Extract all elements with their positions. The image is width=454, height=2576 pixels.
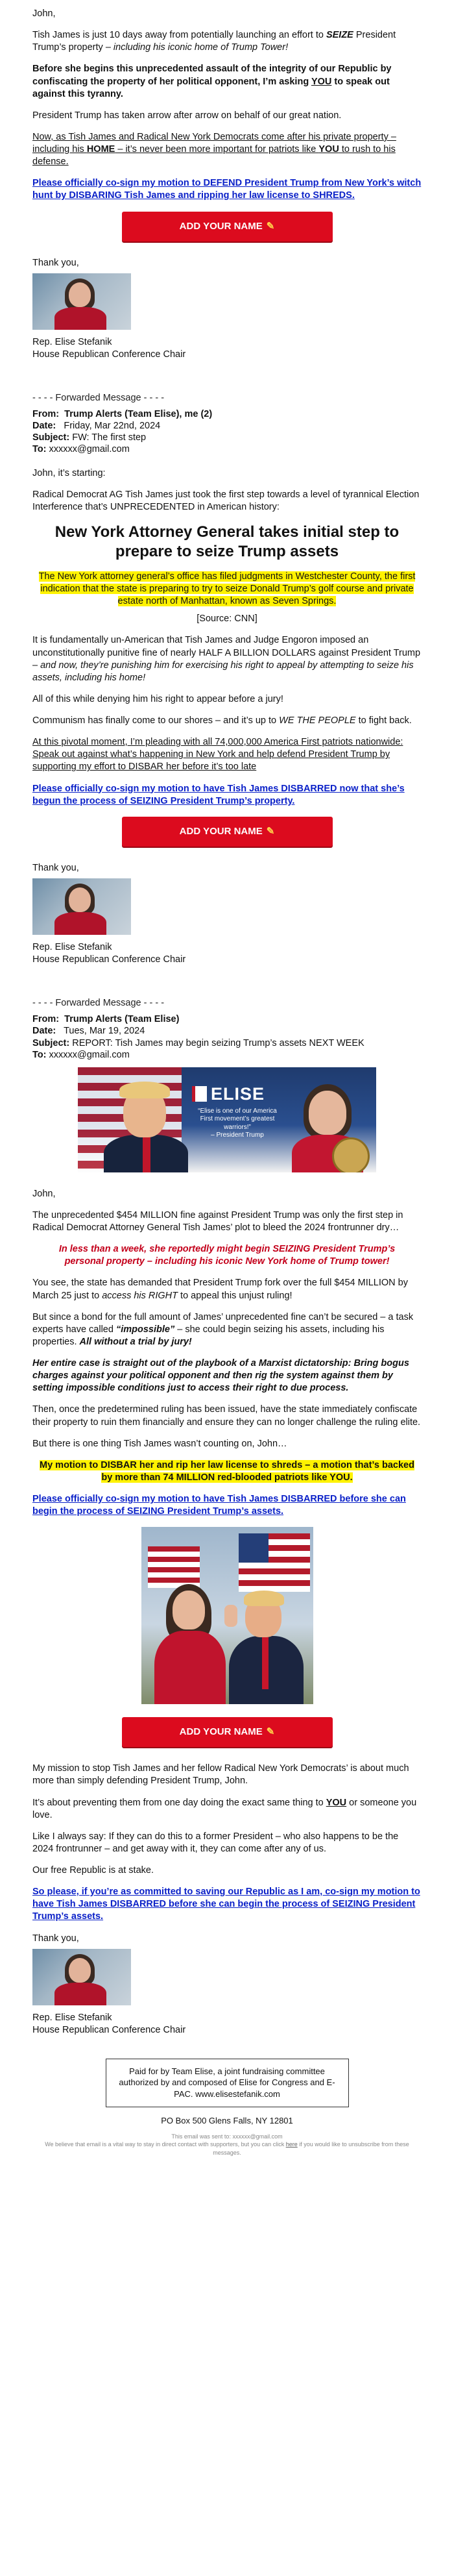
cosign-link-disbar-1[interactable]: Please officially co-sign my motion to have Tish James DISBARRED now that she’s begun the process of SEIZING President Trump’s property. (32, 783, 405, 806)
fw2-greeting: John, (32, 1188, 56, 1199)
fw2-paragraph-8: It’s about preventing them from one day doing the exact same thing to YOU or someone you love. (32, 1797, 417, 1820)
add-your-name-button[interactable]: ADD YOUR NAME ✎ (122, 212, 333, 242)
banner-quote: “Elise is one of our America First movement’s greatest warriors!” – President Trump (198, 1107, 277, 1139)
signature-name: Rep. Elise Stefanik (32, 2012, 112, 2023)
to-value: xxxxxx@gmail.com (49, 1049, 130, 1060)
signature-title: House Republican Conference Chair (32, 349, 186, 360)
signature-photo (32, 878, 131, 935)
forwarded-header: From: Trump Alerts (Team Elise), me (2) Date: Friday, Mar 22nd, 2024 Subject: FW: The first step To: xxxxxx@gmail.com (32, 409, 213, 455)
intro-paragraph-2: Before she begins this unprecedented assault of the integrity of our Republic by confiscating the property of her political opponent, I’m asking YOU to speak out against this tyranny. (32, 64, 392, 99)
add-your-name-button[interactable]: ADD YOUR NAME ✎ (122, 1717, 333, 1747)
signature-title: House Republican Conference Chair (32, 2024, 186, 2035)
fw1-paragraph-4: Communism has finally come to our shores – and it’s up to WE THE PEOPLE to fight back. (32, 715, 412, 726)
news-headline: New York Attorney General takes initial step to prepare to seize Trump assets (54, 523, 400, 560)
signature-photo (32, 1949, 131, 2005)
pencil-icon: ✎ (266, 220, 275, 232)
fw1-paragraph-1: Radical Democrat AG Tish James just took the first step towards a level of tyrannical Election Interference that’s UNPRECEDENTED in American history: (32, 489, 420, 512)
fw2-paragraph-7: My mission to stop Tish James and her fellow Radical New York Democrats’ is about much more than simply defending President Trump, John. (32, 1763, 409, 1787)
date-value: Friday, Mar 22nd, 2024 (64, 421, 161, 432)
intro-paragraph-1: Tish James is just 10 days away from potentially launching an effort to SEIZE President Trump’s property – including his iconic home of Trump Tower! (32, 30, 396, 53)
fw1-greeting: John, it’s starting: (32, 467, 106, 478)
subject-value: FW: The first step (72, 432, 147, 443)
signoff: Thank you, (32, 257, 79, 268)
fw2-paragraph-1: The unprecedented $454 MILLION fine against President Trump was only the first step in Radical Democrat Attorney General Tish James’ plot to bleed the 2024 frontrunner dry… (32, 1209, 403, 1233)
cosign-link-defend[interactable]: Please officially co-sign my motion to DEFEND President Trump from New York’s witch hunt by DISBARING Tish James and ripping her law license to SHREDS. (32, 178, 422, 201)
signature-name: Rep. Elise Stefanik (32, 941, 112, 952)
red-callout: In less than a week, she reportedly might begin SEIZING President Trump’s personal property – including his iconic New York home of Trump tower! (58, 1244, 396, 1267)
fw2-paragraph-5: Then, once the predetermined ruling has been issued, have the state immediately confiscate their property to ruin them financially and ensure they can no longer challenge the ruling elite. (32, 1404, 421, 1428)
fw1-paragraph-5: At this pivotal moment, I’m pleading with all 74,000,000 America First patriots nationwide: Speak out against what’s happening in New York and help defend President Trump by supporting my effort to DISBAR her before it’s too late (32, 737, 403, 773)
news-source: [Source: CNN] (197, 613, 257, 625)
intro-paragraph-3: President Trump has taken arrow after arrow on behalf of our great nation. (32, 110, 342, 121)
pencil-icon: ✎ (266, 825, 275, 837)
from-value: Trump Alerts (Team Elise) (64, 1014, 180, 1025)
from-value: Trump Alerts (Team Elise), me (2) (64, 409, 213, 419)
fw1-paragraph-3: All of this while denying him his right to appear before a jury! (32, 693, 283, 704)
signature-photo (32, 273, 131, 330)
fw2-paragraph-6: But there is one thing Tish James wasn’t counting on, John… (32, 1438, 287, 1449)
fw1-paragraph-2: It is fundamentally un-American that Tish James and Judge Engoron imposed an unconstitutionally punitive fine of nearly HALF A BILLION DOLLARS against President Trump – and now, they’re punishing him for exercising his right to appeal by attempting to seize his assets, including his home! (32, 635, 421, 683)
greeting: John, (32, 8, 56, 19)
intro-paragraph-4: Now, as Tish James and Radical New York Democrats come after his private property – including his HOME – it’s never been more important for patriots like YOU to rush to his defense. (32, 131, 396, 167)
to-value: xxxxxx@gmail.com (49, 444, 130, 455)
forwarded-marker: - - - - Forwarded Message - - - - (32, 392, 165, 403)
fw2-paragraph-9: Like I always say: If they can do this to a former President – who also happens to be the 2024 frontrunner – and get away with it, they can come after any of us. (32, 1831, 399, 1854)
elise-logo: ELISE (192, 1083, 270, 1106)
signoff: Thank you, (32, 1933, 79, 1944)
unsubscribe-link[interactable]: here (285, 2141, 298, 2148)
cosign-link-disbar-3[interactable]: So please, if you’re as committed to saving our Republic as I am, co-sign my motion to have Tish James DISBARRED before she can begin the process of SEIZING President Trump’s assets. (32, 1887, 420, 1922)
add-your-name-button[interactable]: ADD YOUR NAME ✎ (122, 817, 333, 847)
seal-icon (332, 1137, 370, 1172)
date-value: Tues, Mar 19, 2024 (64, 1026, 145, 1037)
signature-name: Rep. Elise Stefanik (32, 336, 112, 347)
rally-photo (141, 1527, 313, 1704)
signature-title: House Republican Conference Chair (32, 954, 186, 965)
signoff: Thank you, (32, 862, 79, 873)
news-excerpt: The New York attorney general’s office has filed judgments in Westchester County, the first indication that the state is preparing to try to seize Donald Trump’s golf course and private estate north of Manhattan, known as Seven Springs. (38, 571, 416, 607)
subject-value: REPORT: Tish James may begin seizing Trump’s assets NEXT WEEK (72, 1037, 364, 1048)
fine-print: This email was sent to: xxxxxx@gmail.com We believe that email is a vital way to stay in direct contact with supporters, but you can click here if you would like to unsubscribe from these messages. (45, 2133, 409, 2156)
mailing-address: PO Box 500 Glens Falls, NY 12801 (161, 2115, 293, 2125)
fw2-paragraph-10: Our free Republic is at stake. (32, 1865, 154, 1876)
fw2-paragraph-2: You see, the state has demanded that President Trump fork over the full $454 MILLION by March 25 just to access his RIGHT to appeal this unjust ruling! (32, 1278, 408, 1301)
pencil-icon: ✎ (266, 1726, 275, 1738)
fw2-paragraph-4: Her entire case is straight out of the playbook of a Marxist dictatorship: Bring bogus charges against your political opponent and then rig the system against them by setting impossible conditions just to access their right to due process. (32, 1358, 409, 1394)
forwarded-header: From: Trump Alerts (Team Elise) Date: Tues, Mar 19, 2024 Subject: REPORT: Tish James may begin seizing Trump’s assets NEXT WEEK To: xxxxxx@gmail.com (32, 1014, 364, 1060)
highlight-callout: My motion to DISBAR her and rip her law license to shreds – a motion that’s backed by more than 74 MILLION red-blooded patriots like YOU. (40, 1459, 414, 1483)
fw2-paragraph-3: But since a bond for the full amount of James’ unprecedented fine can’t be secured – a task experts have called “impossible” – she could begin seizing his assets, including his properties. All without a trial by jury! (32, 1311, 414, 1347)
cosign-link-disbar-2[interactable]: Please officially co-sign my motion to have Tish James DISBARRED before she can begin the process of SEIZING President Trump’s assets. (32, 1494, 406, 1517)
paid-for-box: Paid for by Team Elise, a joint fundraising committee authorized by and composed of Elise for Congress and E-PAC. www.elisestefanik.com (106, 2059, 349, 2107)
campaign-banner (78, 1067, 376, 1172)
forwarded-marker: - - - - Forwarded Message - - - - (32, 998, 165, 1009)
